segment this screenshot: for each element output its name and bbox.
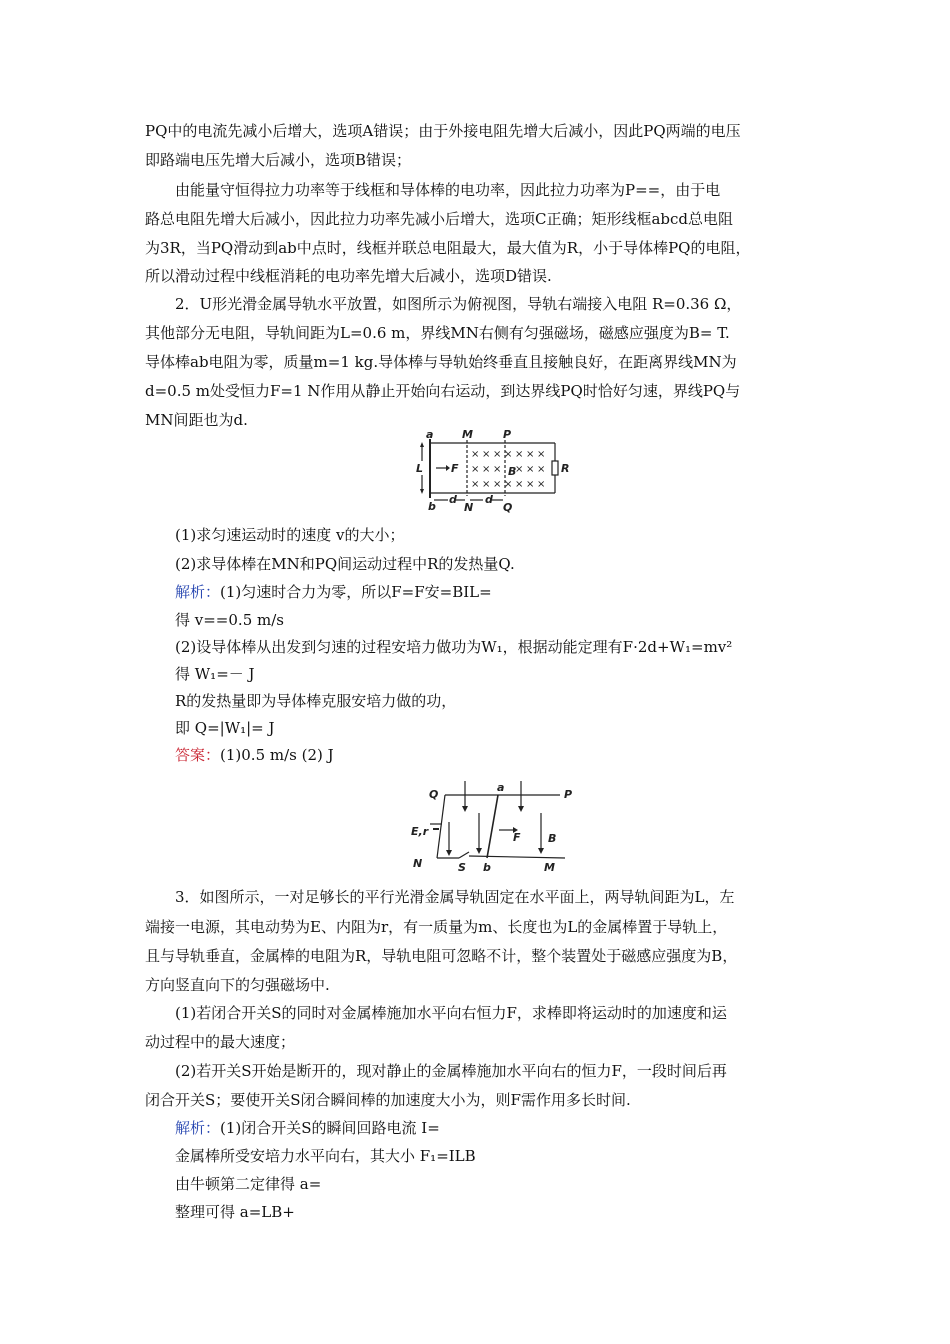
svg-text:×: ×	[493, 449, 502, 460]
svg-text:×: ×	[537, 449, 546, 460]
question-2-line: d=0.5 m处受恒力F=1 N作用从静止开始向右运动，到达界线PQ时恰好匀速，界线PQ与	[145, 382, 741, 400]
label-L: L	[416, 462, 424, 475]
figure-rail-diagram	[400, 428, 590, 513]
label-d: d	[485, 493, 493, 506]
question-3-line: 3．如图所示，一对足够长的平行光滑金属导轨固定在水平面上，两导轨间距为L，左	[175, 888, 735, 906]
text-line: 路总电阻先增大后减小，因此拉力功率先减小后增大，选项C正确；矩形线框abcd总电阻	[145, 210, 734, 228]
question-3-line: 方向竖直向下的匀强磁场中.	[145, 976, 330, 994]
question-2-line: MN间距也为d.	[145, 411, 248, 429]
label-M: M	[544, 861, 555, 874]
question-3-line: 且与导轨垂直，金属棒的电阻为R，导轨电阻可忽略不计，整个装置处于磁感应强度为B，	[145, 947, 738, 965]
svg-text:×: ×	[537, 479, 546, 490]
label-a: a	[497, 781, 505, 794]
solution-3-line: 解析：(1)闭合开关S的瞬间回路电流 I=	[175, 1119, 440, 1137]
svg-text:×: ×	[471, 479, 480, 490]
question-2-part: (1)求匀速运动时的速度 v的大小；	[175, 526, 405, 544]
question-3-line: (1)若闭合开关S的同时对金属棒施加水平向右恒力F，求棒即将运动时的加速度和运	[175, 1004, 727, 1022]
question-2-line: 导体棒ab电阻为零，质量m=1 kg.导体棒与导轨始终垂直且接触良好，在距离界线MN为	[145, 353, 737, 371]
text-line: 为3R，当PQ滑动到ab中点时，线框并联总电阻最大，最大值为R，小于导体棒PQ的电阻，	[145, 239, 751, 257]
svg-text:×: ×	[526, 449, 535, 460]
question-2-part: (2)求导体棒在MN和PQ间运动过程中R的发热量Q.	[175, 555, 515, 573]
svg-text:×: ×	[537, 464, 546, 475]
label-P: P	[564, 788, 573, 801]
svg-text:×: ×	[471, 464, 480, 475]
text-line: PQ中的电流先减小后增大，选项A错误；由于外接电阻先增大后减小，因此PQ两端的电压	[145, 122, 741, 140]
svg-text:×: ×	[504, 449, 513, 460]
question-3-line: 闭合开关S；要使开关S闭合瞬间棒的加速度大小为，则F需作用多长时间.	[145, 1091, 631, 1109]
label-a: a	[426, 428, 434, 441]
solution-2-line: R的发热量即为导体棒克服安培力做的功，	[175, 692, 457, 710]
label-Q: Q	[503, 501, 513, 513]
svg-text:×: ×	[482, 479, 491, 490]
solution-2-line: 得 v==0.5 m/s	[175, 611, 284, 629]
label-F: F	[451, 462, 459, 475]
svg-text:×: ×	[515, 449, 524, 460]
label-R: R	[561, 462, 570, 475]
label-d: d	[449, 493, 457, 506]
question-3-line: (2)若开关S开始是断开的，现对静止的金属棒施加水平向右的恒力F，一段时间后再	[175, 1062, 727, 1080]
question-3-line: 端接一电源，其电动势为E、内阻为r，有一质量为m、长度也为L的金属棒置于导轨上，	[145, 918, 728, 936]
solution-3-line: 金属棒所受安培力水平向右，其大小 F₁=ILB	[175, 1147, 476, 1165]
label-M: M	[462, 428, 473, 441]
label-b: b	[483, 861, 491, 874]
svg-text:×: ×	[526, 479, 535, 490]
label-B: B	[508, 465, 517, 478]
label-P: P	[503, 428, 512, 441]
svg-text:×: ×	[482, 464, 491, 475]
solution-3-line: 由牛顿第二定律得 a=	[175, 1175, 322, 1193]
label-B: B	[548, 832, 557, 845]
solution-2-line: 即 Q=|W₁|= J	[175, 719, 275, 737]
question-3-line: 动过程中的最大速度；	[145, 1033, 296, 1051]
solution-label: 解析：	[175, 1119, 221, 1137]
solution-2-line: 解析：(1)匀速时合力为零，所以F=F安=BIL=	[175, 583, 492, 601]
text-line: 所以滑动过程中线框消耗的电功率先增大后减小，选项D错误.	[145, 267, 552, 285]
question-2-line: 其他部分无电阻，导轨间距为L=0.6 m，界线MN右侧有匀强磁场，磁感应强度为B= T.	[145, 324, 730, 342]
svg-text:×: ×	[504, 479, 513, 490]
label-S: S	[458, 861, 466, 874]
label-F: F	[513, 831, 521, 844]
text-line: 即路端电压先增大后减小，选项B错误；	[145, 151, 412, 169]
label-N: N	[464, 501, 474, 513]
question-2-line: 2．U形光滑金属导轨水平放置，如图所示为俯视图，导轨右端接入电阻 R=0.36 Ω，	[175, 295, 742, 313]
answer-label: 答案：	[175, 746, 221, 764]
svg-text:×: ×	[515, 464, 524, 475]
label-Er: E,r	[411, 825, 429, 838]
svg-text:×: ×	[482, 449, 491, 460]
solution-label: 解析：	[175, 583, 221, 601]
answer-2-line: 答案：(1)0.5 m/s (2) J	[175, 746, 334, 764]
label-N: N	[413, 857, 423, 870]
svg-text:×: ×	[515, 479, 524, 490]
svg-text:×: ×	[471, 449, 480, 460]
figure-circuit-diagram	[405, 778, 595, 878]
svg-text:×: ×	[526, 464, 535, 475]
text-line: 由能量守恒得拉力功率等于线框和导体棒的电功率，因此拉力功率为P==，由于电	[175, 181, 721, 199]
solution-2-line: 得 W₁=－ J	[175, 665, 255, 683]
svg-text:×: ×	[493, 464, 502, 475]
svg-text:×: ×	[493, 479, 502, 490]
label-b: b	[428, 500, 436, 513]
label-Q: Q	[429, 788, 439, 801]
solution-2-line: (2)设导体棒从出发到匀速的过程安培力做功为W₁，根据动能定理有F·2d+W₁=mv²	[175, 638, 733, 656]
solution-3-line: 整理可得 a=LB+	[175, 1203, 295, 1221]
